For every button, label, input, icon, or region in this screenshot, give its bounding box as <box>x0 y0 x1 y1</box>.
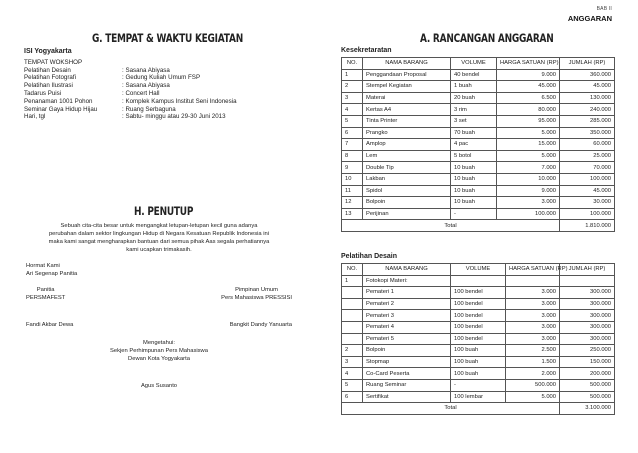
volume-cell: 100 buah <box>451 345 506 357</box>
schedule-place <box>122 59 294 67</box>
unit-price-cell: 5.000 <box>506 391 560 403</box>
amount-cell: 200.000 <box>560 368 615 380</box>
item-name-cell: Bolpoin <box>363 345 451 357</box>
item-name-cell: Pemateri 1 <box>363 287 451 299</box>
item-name-cell: Prangko <box>363 127 451 139</box>
schedule-place: : Sasana Abiyasa <box>122 82 170 90</box>
volume-cell: 1 buah <box>451 81 497 93</box>
table-row <box>342 356 615 368</box>
schedule-item <box>24 74 294 82</box>
table-row <box>342 104 615 116</box>
volume-cell: 10 buah <box>451 197 497 209</box>
item-name-cell: Sertifikat <box>363 391 451 403</box>
closing-line: Sebuah cita-cita besar untuk mengangkat letupan-letupan kecil guna adanya <box>60 223 258 229</box>
row-no-cell <box>342 298 363 310</box>
unit-price-cell: 10.000 <box>497 173 560 185</box>
schedule-activity: Hari, tgl <box>24 113 46 121</box>
schedule-item <box>24 82 294 90</box>
amount-cell: 30.000 <box>560 197 615 209</box>
total-label: Total <box>342 403 560 415</box>
item-name-cell: Lakban <box>363 173 451 185</box>
unit-price-cell: 45.000 <box>497 81 560 93</box>
closing-line: perubahan dalam sektor lingkungan Hidup di Negara Kesatuan Republik Indonesia ini <box>48 231 270 237</box>
volume-cell: 5 botol <box>451 150 497 162</box>
amount-cell: 300.000 <box>560 298 615 310</box>
schedule-activity: Pelatihan Ilustrasi <box>24 82 73 90</box>
item-name-cell: Stopmap <box>363 356 451 368</box>
row-no-cell <box>342 321 363 333</box>
row-no-cell: 6 <box>342 127 363 139</box>
item-name-cell: Tinta Printer <box>363 115 451 127</box>
unit-price-cell: 3.000 <box>506 287 560 299</box>
total-row <box>342 403 615 415</box>
unit-price-cell: 5.000 <box>497 150 560 162</box>
table-row <box>342 185 615 197</box>
item-name-cell: Perijinan <box>363 208 451 220</box>
table-row <box>342 345 615 357</box>
signer-left-org: PERSMAFEST <box>26 295 66 301</box>
row-no-cell: 5 <box>342 115 363 127</box>
row-no-cell: 12 <box>342 197 363 209</box>
row-no-cell: 10 <box>342 173 363 185</box>
row-no-cell: 2 <box>342 345 363 357</box>
closing-section <box>26 222 292 390</box>
item-name-cell: Pemateri 2 <box>363 298 451 310</box>
schedule-place: : Sasana Abiyasa <box>122 66 170 74</box>
table-row <box>342 69 615 81</box>
table-row <box>342 139 615 151</box>
row-no-cell: 4 <box>342 104 363 116</box>
item-name-cell: Double Tip <box>363 162 451 174</box>
training-title: Pelatihan Desain <box>341 253 398 260</box>
table-row <box>342 321 615 333</box>
col-no-header: NO. <box>342 58 363 70</box>
volume-cell: 3 rim <box>451 104 497 116</box>
unit-price-cell: 2.500 <box>506 345 560 357</box>
table-row <box>342 310 615 322</box>
section-h-title: H. PENUTUP <box>134 204 194 218</box>
schedule-place: : Gedung Kuliah Umum FSP <box>122 74 201 82</box>
row-no-cell <box>342 310 363 322</box>
training-budget <box>341 253 614 415</box>
volume-cell <box>451 275 506 287</box>
section-g-title: G. TEMPAT & WAKTU KEGIATAN <box>92 31 243 45</box>
schedule-place: : Komplek Kampus Institut Seni Indonesia <box>122 97 237 105</box>
signer-right-role: Pimpinan Umum <box>235 287 278 293</box>
volume-cell: 100 lembar <box>451 391 506 403</box>
volume-cell: - <box>451 379 506 391</box>
item-name-cell: Spidol <box>363 185 451 197</box>
table-row <box>342 173 615 185</box>
table-row <box>342 298 615 310</box>
table-row <box>342 197 615 209</box>
closing-paragraph <box>26 222 292 254</box>
unit-price-cell: 9.000 <box>497 69 560 81</box>
amount-cell: 300.000 <box>560 287 615 299</box>
amount-cell: 60.000 <box>560 139 615 151</box>
volume-cell: 10 buah <box>451 185 497 197</box>
approval-label: Mengetahui: <box>143 340 175 346</box>
schedule-place: : Ruang Serbaguna <box>122 105 176 113</box>
item-name-cell: Kertas A4 <box>363 104 451 116</box>
unit-price-cell: 3.000 <box>497 197 560 209</box>
table-row <box>342 333 615 345</box>
unit-price-cell <box>506 275 560 287</box>
schedule-item <box>24 113 294 121</box>
row-no-cell: 4 <box>342 368 363 380</box>
unit-price-cell: 500.000 <box>506 379 560 391</box>
volume-cell: 100 bendel <box>451 321 506 333</box>
total-amount: 1.810.000 <box>560 220 615 232</box>
unit-price-cell: 5.000 <box>497 127 560 139</box>
volume-cell: 10 buah <box>451 162 497 174</box>
signer-group: Ari Segenap Panitia <box>26 271 78 277</box>
signer-right-name: Bangkit Dandy Yanuarta <box>229 322 292 328</box>
schedule-activity: Pelatihan Desain <box>24 66 71 74</box>
amount-cell: 130.000 <box>560 92 615 104</box>
item-name-cell: Amplop <box>363 139 451 151</box>
volume-cell: 40 bendel <box>451 69 497 81</box>
volume-cell: 100 bendel <box>451 333 506 345</box>
table-row <box>342 115 615 127</box>
row-no-cell: 1 <box>342 69 363 81</box>
row-no-cell: 6 <box>342 391 363 403</box>
table-row <box>342 127 615 139</box>
signature-row <box>26 286 292 302</box>
schedule-activity: Penanaman 1001 Pohon <box>24 97 93 105</box>
unit-price-cell: 1.500 <box>506 356 560 368</box>
col-item-header: NAMA BARANG <box>363 264 451 276</box>
unit-price-cell: 80.000 <box>497 104 560 116</box>
signer-left <box>26 286 65 302</box>
total-label: Total <box>342 220 560 232</box>
volume-cell: 100 buah <box>451 368 506 380</box>
amount-cell: 500.000 <box>560 391 615 403</box>
unit-price-cell: 3.000 <box>506 321 560 333</box>
row-no-cell: 5 <box>342 379 363 391</box>
amount-cell: 300.000 <box>560 333 615 345</box>
amount-cell <box>560 275 615 287</box>
row-no-cell: 3 <box>342 356 363 368</box>
page-header <box>568 6 612 23</box>
approver-title: Sekjen Perhimpunan Pers Mahasiswa <box>110 348 208 354</box>
item-name-cell: Ruang Seminar <box>363 379 451 391</box>
unit-price-cell: 15.000 <box>497 139 560 151</box>
amount-cell: 25.000 <box>560 150 615 162</box>
row-no-cell: 8 <box>342 150 363 162</box>
greeting: Hormat Kami <box>26 263 60 269</box>
total-amount: 3.100.000 <box>560 403 615 415</box>
schedule-place: : Sabtu- minggu atau 29-30 Juni 2013 <box>122 113 226 121</box>
unit-price-cell: 3.000 <box>506 310 560 322</box>
col-amount-header: JUMLAH (RP) <box>560 264 615 276</box>
secretariat-title: Kesekretaratan <box>341 47 392 54</box>
col-amount-header: JUMLAH (RP) <box>560 58 615 70</box>
volume-cell: 4 pac <box>451 139 497 151</box>
amount-cell: 45.000 <box>560 185 615 197</box>
amount-cell: 350.000 <box>560 127 615 139</box>
table-row <box>342 92 615 104</box>
unit-price-cell: 95.000 <box>497 115 560 127</box>
table-row <box>342 275 615 287</box>
volume-cell: 3 set <box>451 115 497 127</box>
signer-right-org: Pers Mahasiswa PRESSISI <box>221 295 292 301</box>
training-table-body <box>342 275 615 414</box>
signer-left-role: Panitia <box>36 287 55 293</box>
secretariat-table <box>341 57 615 232</box>
volume-cell: 100 bendel <box>451 287 506 299</box>
amount-cell: 500.000 <box>560 379 615 391</box>
volume-cell: 100 bendel <box>451 298 506 310</box>
approver-org: Dewan Kota Yogyakarta <box>128 356 190 362</box>
item-name-cell: Penggandaan Proposal <box>363 69 451 81</box>
signer-right <box>221 286 292 302</box>
item-name-cell: Lem <box>363 150 451 162</box>
schedule-activity: Pelatihan Fotografi <box>24 74 76 82</box>
row-no-cell: 9 <box>342 162 363 174</box>
table-row <box>342 368 615 380</box>
amount-cell: 300.000 <box>560 321 615 333</box>
amount-cell: 250.000 <box>560 345 615 357</box>
total-row <box>342 220 615 232</box>
item-name-cell: Pemateri 5 <box>363 333 451 345</box>
volume-cell: 70 buah <box>451 127 497 139</box>
amount-cell: 150.000 <box>560 356 615 368</box>
schedule-item <box>24 98 294 106</box>
volume-cell: 100 buah <box>451 356 506 368</box>
unit-price-cell: 9.000 <box>497 185 560 197</box>
location-title: ISI Yogyakarta <box>24 48 72 55</box>
item-name-cell: Pemateri 3 <box>363 310 451 322</box>
chapter-title: ANGGARAN <box>567 14 612 23</box>
col-no-header: NO. <box>342 264 363 276</box>
volume-cell: 20 buah <box>451 92 497 104</box>
unit-price-cell: 3.000 <box>506 333 560 345</box>
signature-names <box>26 321 292 329</box>
item-name-cell: Co-Card Peserta <box>363 368 451 380</box>
item-name-cell: Fotokopi Materi: <box>363 275 451 287</box>
schedule-section <box>24 48 294 121</box>
secretariat-budget <box>341 47 614 232</box>
row-no-cell: 7 <box>342 139 363 151</box>
table-row <box>342 150 615 162</box>
training-table <box>341 263 615 415</box>
table-row <box>342 287 615 299</box>
amount-cell: 360.000 <box>560 69 615 81</box>
section-a-title: A. RANCANGAN ANGGARAN <box>420 31 554 45</box>
row-no-cell <box>342 333 363 345</box>
unit-price-cell: 100.000 <box>497 208 560 220</box>
item-name-cell: Materai <box>363 92 451 104</box>
closing-line: maka kami sangat mengharapkan bantuan dari semua pihak Aas segala perhatiannya <box>48 239 270 245</box>
schedule-place: : Concert Hall <box>122 89 160 97</box>
amount-cell: 285.000 <box>560 115 615 127</box>
row-no-cell: 1 <box>342 275 363 287</box>
amount-cell: 45.000 <box>560 81 615 93</box>
table-row <box>342 379 615 391</box>
table-header-row <box>342 264 615 276</box>
col-item-header: NAMA BARANG <box>363 58 451 70</box>
schedule-item <box>24 67 294 75</box>
row-no-cell <box>342 287 363 299</box>
col-volume-header: VOLUME <box>451 58 497 70</box>
schedule-list <box>24 59 294 121</box>
approval-block <box>26 339 292 390</box>
secretariat-table-body <box>342 69 615 231</box>
item-name-cell: Bolpoin <box>363 197 451 209</box>
schedule-item <box>24 106 294 114</box>
table-row <box>342 162 615 174</box>
amount-cell: 100.000 <box>560 208 615 220</box>
table-header-row <box>342 58 615 70</box>
approver-name: Agus Susanto <box>140 383 178 389</box>
volume-cell: - <box>451 208 497 220</box>
schedule-activity: TEMPAT WOKSHOP <box>24 58 83 66</box>
schedule-activity: Seminar Gaya Hidup Hijau <box>24 105 98 113</box>
volume-cell: 10 buah <box>451 173 497 185</box>
unit-price-cell: 6.500 <box>497 92 560 104</box>
closing-line: kami ucapkan trimakasih. <box>126 247 192 253</box>
schedule-activity: Tadarus Puisi <box>24 89 62 97</box>
volume-cell: 100 bendel <box>451 310 506 322</box>
col-unit-price-header: HARGA SATUAN (RP) <box>497 58 560 70</box>
unit-price-cell: 3.000 <box>506 298 560 310</box>
row-no-cell: 3 <box>342 92 363 104</box>
row-no-cell: 2 <box>342 81 363 93</box>
unit-price-cell: 2.000 <box>506 368 560 380</box>
amount-cell: 100.000 <box>560 173 615 185</box>
signer-left-name: Fandi Akbar Dewa <box>26 322 74 328</box>
amount-cell: 240.000 <box>560 104 615 116</box>
row-no-cell: 11 <box>342 185 363 197</box>
row-no-cell: 13 <box>342 208 363 220</box>
amount-cell: 70.000 <box>560 162 615 174</box>
item-name-cell: Pemateri 4 <box>363 321 451 333</box>
item-name-cell: Stempel Kegiatan <box>363 81 451 93</box>
col-volume-header: VOLUME <box>451 264 506 276</box>
schedule-item <box>24 90 294 98</box>
table-row <box>342 81 615 93</box>
amount-cell: 300.000 <box>560 310 615 322</box>
col-unit-price-header: HARGA SATUAN (RP) <box>506 264 560 276</box>
table-row <box>342 391 615 403</box>
schedule-item <box>24 59 294 67</box>
unit-price-cell: 7.000 <box>497 162 560 174</box>
chapter-label: BAB II <box>596 6 612 12</box>
table-row <box>342 208 615 220</box>
